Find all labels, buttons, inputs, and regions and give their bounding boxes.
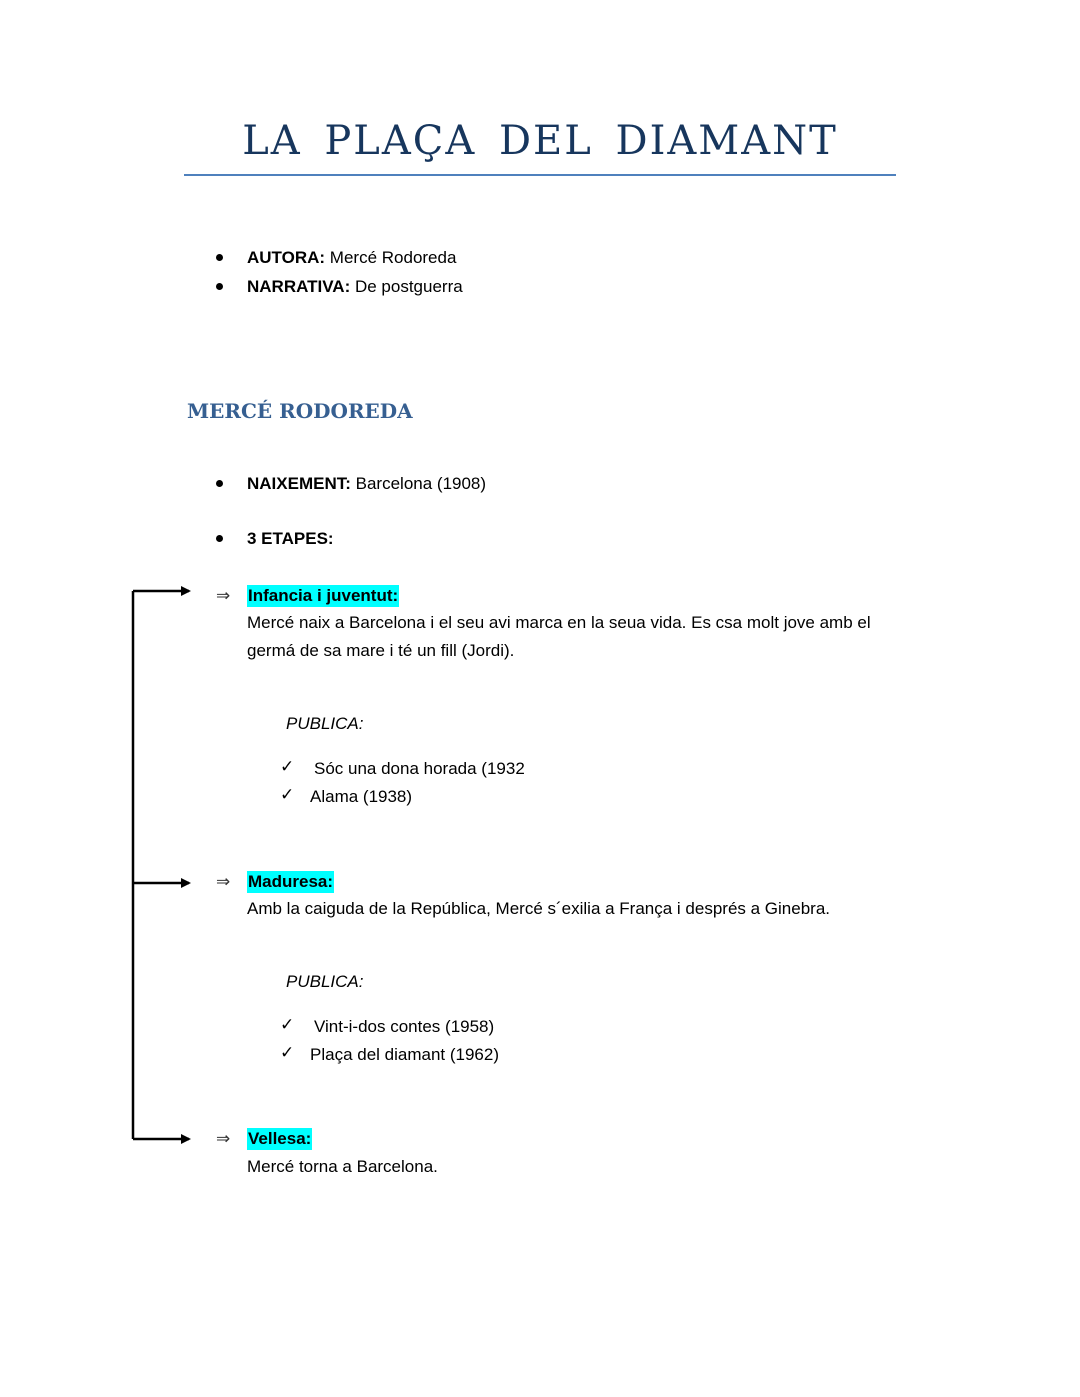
stage-text-vellesa: Mercé torna a Barcelona.: [247, 1157, 438, 1176]
stage-text-infancia: Mercé naix a Barcelona i el seu avi marca en la seua vida. Es csa molt jove amb el germá de sa mare i té un fill (Jordi).: [247, 613, 871, 660]
stage-title-infancia: Infancia i juventut:: [248, 586, 399, 605]
intro-narrativa: [247, 276, 463, 298]
bullet-icon: [216, 480, 223, 487]
bullet-icon: [216, 283, 223, 290]
autora-value: Mercé Rodoreda: [325, 248, 457, 267]
implies-arrow-icon: ⇒: [216, 586, 231, 605]
narrativa-value: De postguerra: [350, 277, 463, 296]
checkmark-icon: ✓: [280, 1043, 295, 1062]
intro-autora: [247, 247, 456, 269]
checkmark-icon: ✓: [280, 757, 295, 776]
work-item: Sóc una dona horada (1932: [314, 759, 525, 778]
work-item: Plaça del diamant (1962): [310, 1045, 500, 1064]
implies-arrow-icon: ⇒: [216, 872, 231, 891]
etapes-label: 3 ETAPES:: [247, 529, 334, 548]
page-title: LA PLAÇA DEL DIAMANT: [242, 118, 838, 164]
checkmark-icon: ✓: [280, 1015, 295, 1034]
bullet-icon: [216, 535, 223, 542]
publica-label: PUBLICA:: [286, 972, 364, 991]
implies-arrow-icon: ⇒: [216, 1129, 231, 1148]
bullet-icon: [216, 254, 223, 261]
naixement-item: [247, 473, 486, 495]
section-heading: MERCÉ RODOREDA: [187, 399, 413, 423]
stage-title-vellesa: Vellesa:: [248, 1129, 312, 1148]
publica-label: PUBLICA:: [286, 714, 364, 733]
work-item: Alama (1938): [310, 787, 413, 806]
autora-label: AUTORA:: [247, 248, 326, 267]
stage-text-maduresa: Amb la caiguda de la República, Mercé s´exilia a França i després a Ginebra.: [247, 899, 831, 918]
naixement-value: Barcelona (1908): [350, 474, 487, 493]
work-item: Vint-i-dos contes (1958): [314, 1017, 495, 1036]
checkmark-icon: ✓: [280, 785, 295, 804]
narrativa-label: NARRATIVA:: [247, 277, 351, 296]
title-underline: [184, 174, 896, 176]
stage-title-maduresa: Maduresa:: [248, 872, 334, 891]
naixement-label: NAIXEMENT:: [247, 474, 351, 493]
